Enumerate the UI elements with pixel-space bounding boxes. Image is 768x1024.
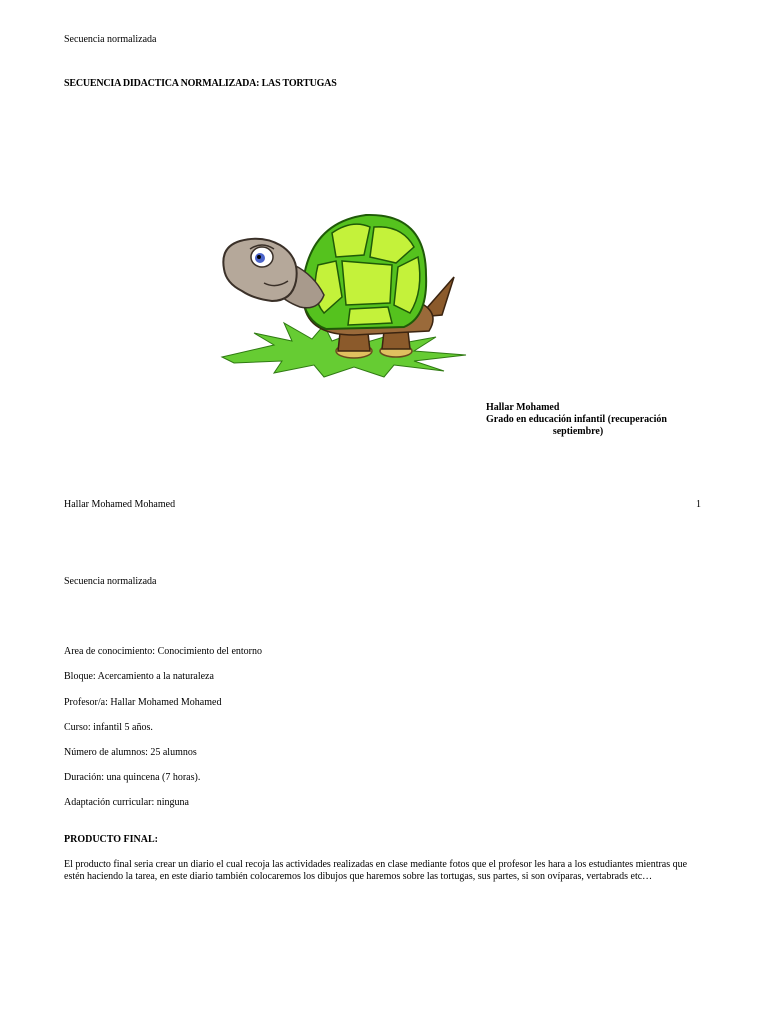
producto-final-text: El producto final seria crear un diario el cual recoja las actividades realizadas en clase mediante fotos que el profesor les hara a los estudiantes mientras que estén haciendo la tarea, en este diario también colocaremos los dibujos que haremos sobre las tortugas, sus partes, si son ovíparas, vertabrads etc… [64,859,688,882]
info-bloque: Bloque: Acercamiento a la naturaleza [64,671,214,682]
info-profesor: Profesor/a: Hallar Mohamed Mohamed [64,697,222,708]
page-number: 1 [696,499,701,510]
author-degree-line1: Grado en educación infantil (recuperación [486,414,667,425]
turtle-illustration [214,205,474,385]
running-header: Secuencia normalizada [64,576,157,587]
footer-author-name: Hallar Mohamed Mohamed [64,499,176,510]
author-block [486,402,696,438]
author-degree-line2: septiembre) [552,426,604,437]
info-duracion: Duración: una quincena (7 horas). [64,772,201,783]
info-alumnos: Número de alumnos: 25 alumnos [64,747,197,758]
author-name: Hallar Mohamed [486,402,560,413]
info-area: Area de conocimiento: Conocimiento del entorno [64,646,262,657]
info-adaptacion: Adaptación curricular: ninguna [64,797,189,808]
producto-final-heading: PRODUCTO FINAL: [64,834,158,845]
document-title: SECUENCIA DIDACTICA NORMALIZADA: LAS TORTUGAS [64,78,337,89]
running-header: Secuencia normalizada [64,34,157,45]
info-curso: Curso: infantil 5 años. [64,722,153,733]
